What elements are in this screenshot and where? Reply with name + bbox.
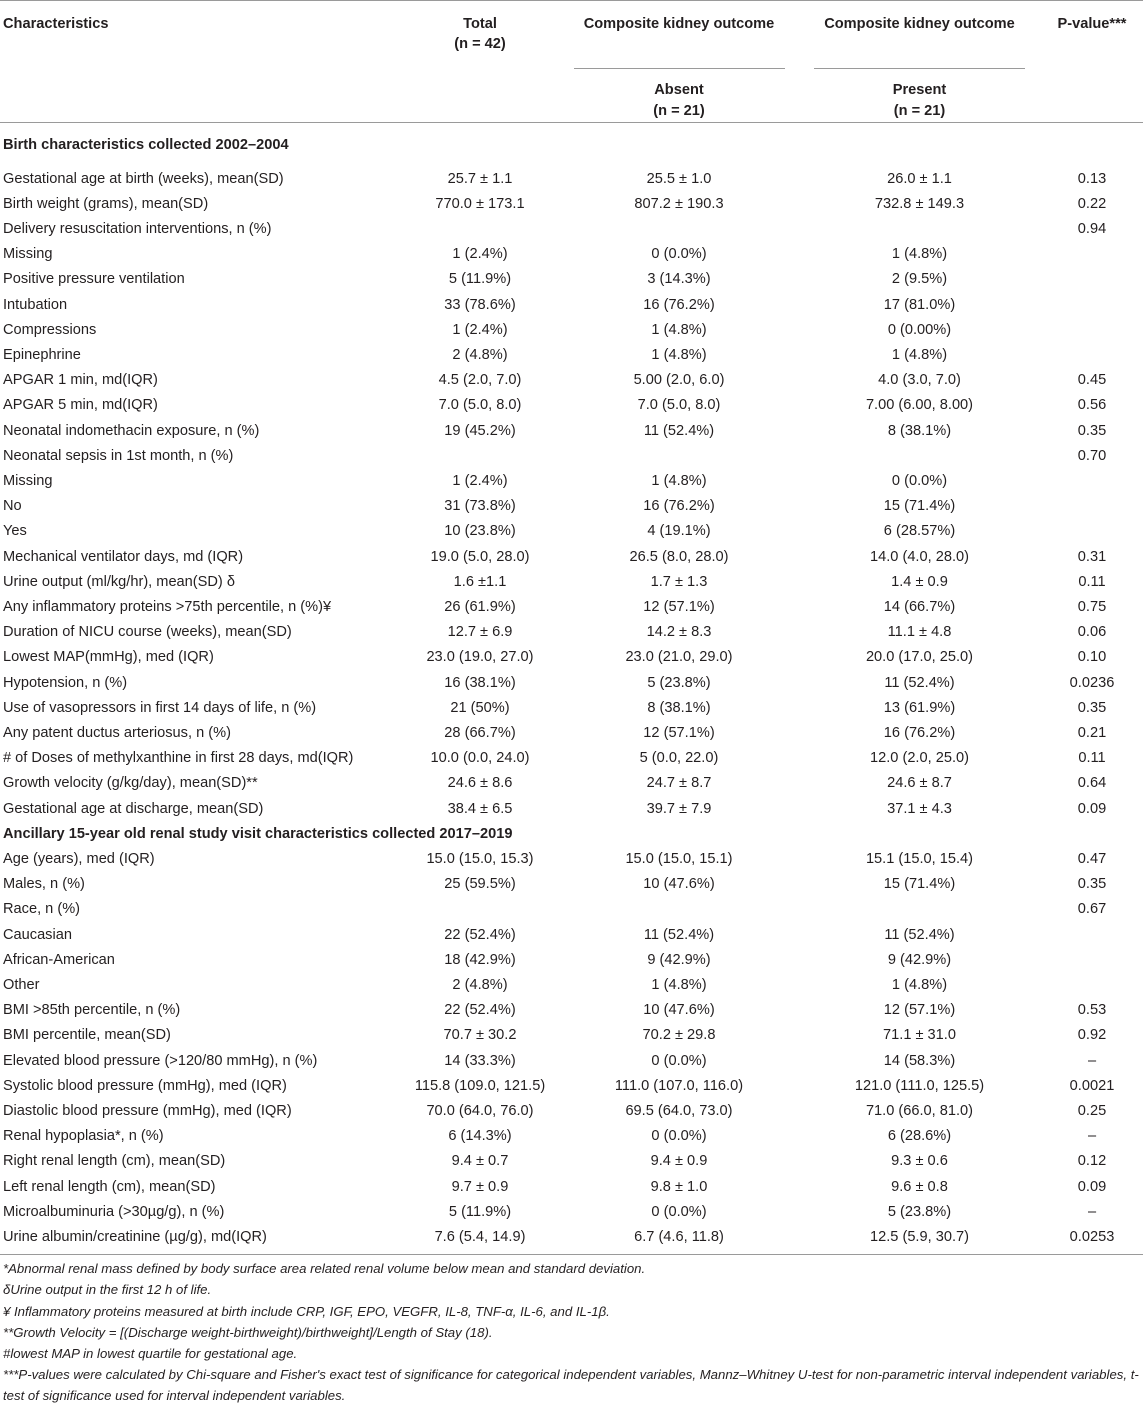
table-row [0,620,1143,645]
cell-characteristic: APGAR 1 min, md(IQR) [3,372,158,389]
table-row [0,897,1143,922]
cell-total: 23.0 (19.0, 27.0) [426,649,534,666]
cell-characteristic: Elevated blood pressure (>120/80 mmHg), n (%) [3,1052,318,1069]
table-row [0,973,1143,998]
table-row [0,948,1143,973]
cell-characteristic: Race, n (%) [3,901,81,918]
cell-characteristic: No [3,498,22,515]
header-characteristics: Characteristics [3,16,109,32]
cell-absent [560,217,798,242]
cell-absent: 1 (4.8%) [651,472,707,489]
cell-total: 33 (78.6%) [444,296,516,313]
cell-present: 11 (52.4%) [884,926,955,943]
cell-total: 1 (2.4%) [452,246,508,263]
cell-pvalue: 0.53 [1077,1002,1107,1019]
cell-total: 22 (52.4%) [444,926,516,943]
cell-absent: 111.0 (107.0, 116.0) [614,1077,744,1094]
table-row [0,771,1143,796]
cell-total: 1.6 ±1.1 [453,573,507,590]
cell-total: 21 (50%) [450,699,510,716]
header-present-label: Present [892,81,947,98]
cell-absent: 15.0 (15.0, 15.1) [625,850,733,867]
cell-pvalue [1041,318,1143,343]
table-row [0,444,1143,469]
table-row [0,847,1143,872]
table-row [0,1099,1143,1124]
cell-total: 1 (2.4%) [452,321,508,338]
cell-pvalue: 0.0253 [1041,1225,1143,1255]
header-rule [574,68,785,69]
cell-pvalue: – [1087,1128,1097,1145]
cell-present: 11.1 ± 4.8 [887,624,952,641]
table-row [0,721,1143,746]
cell-characteristic: Missing [3,472,53,489]
footnote: *Abnormal renal mass defined by body surface area related renal volume below mean and standard deviation. [3,1261,646,1277]
cell-characteristic: Renal hypoplasia*, n (%) [3,1128,164,1145]
cell-characteristic: Neonatal sepsis in 1st month, n (%) [3,447,234,464]
cell-total: 6 (14.3%) [448,1128,512,1145]
cell-pvalue: 0.35 [1077,422,1107,439]
cell-present: 9 (42.9%) [887,951,952,968]
cell-pvalue: – [1087,1203,1097,1220]
cell-present: 13 (61.9%) [883,699,956,716]
cell-total: 26 (61.9%) [444,598,516,615]
cell-absent: 12 (57.1%) [643,724,715,741]
cell-pvalue: 0.45 [1077,372,1107,389]
cell-total: 15.0 (15.0, 15.3) [426,850,534,867]
cell-total: 14 (33.3%) [444,1052,516,1069]
cell-absent: 9 (42.9%) [647,951,711,968]
cell-present: 15 (71.4%) [883,498,956,515]
cell-pvalue: 0.11 [1078,573,1106,590]
cell-characteristic: BMI percentile, mean(SD) [3,1027,171,1044]
header-row-1 [0,1,1143,58]
cell-absent: 5 (0.0, 22.0) [639,750,719,767]
cell-characteristic: Neonatal indomethacin exposure, n (%) [3,422,260,439]
cell-pvalue [1041,469,1143,494]
cell-absent: 1 (4.8%) [651,977,707,993]
cell-total: 28 (66.7%) [444,724,516,741]
cell-present: 4.0 (3.0, 7.0) [878,372,961,389]
cell-present: 20.0 (17.0, 25.0) [865,649,974,666]
cell-absent: 10 (47.6%) [643,1002,715,1019]
cell-present: 16 (76.2%) [883,724,956,741]
table-row [0,872,1143,897]
table-row [0,519,1143,544]
cell-characteristic: Delivery resuscitation interventions, n (%) [3,220,272,237]
cell-present: 14.0 (4.0, 28.0) [870,548,969,565]
cell-present: 1 (4.8%) [891,246,948,263]
cell-pvalue: 0.70 [1077,447,1107,464]
cell-total: 19.0 (5.0, 28.0) [430,548,530,565]
cell-pvalue: 0.11 [1078,750,1106,767]
cell-total: 25 (59.5%) [444,876,516,893]
table-row [0,595,1143,620]
cell-absent: 3 (14.3%) [647,271,711,288]
cell-present: 15.1 (15.0, 15.4) [865,850,974,867]
cell-present: 9.6 ± 0.8 [891,1178,948,1195]
cell-present: 8 (38.1%) [887,422,952,439]
cell-pvalue: 0.21 [1077,724,1107,741]
cell-characteristic: Gestational age at birth (weeks), mean(SD) [3,170,284,187]
table-row [0,1200,1143,1225]
table-row [0,746,1143,771]
table-row [0,469,1143,494]
table-row [0,570,1143,595]
section-title: Ancillary 15-year old renal study visit characteristics collected 2017–2019 [3,825,513,842]
cell-absent: 16 (76.2%) [643,296,715,313]
cell-absent: 69.5 (64.0, 73.0) [625,1103,733,1120]
cell-pvalue: 0.94 [1077,220,1107,237]
section-header-row [0,122,1143,167]
table-row [0,797,1143,822]
cell-total: 25.7 ± 1.1 [447,170,513,187]
cell-pvalue: 0.92 [1077,1027,1107,1044]
cell-characteristic: Age (years), med (IQR) [3,850,155,867]
cell-absent: 0 (0.0%) [651,1052,707,1069]
cell-pvalue: – [1087,1052,1097,1069]
table-row [0,494,1143,519]
table-header [0,1,1143,123]
table-row [0,545,1143,570]
footnotes [0,1255,1143,1406]
cell-pvalue [1041,293,1143,318]
cell-present: 9.3 ± 0.6 [891,1153,948,1170]
cell-total: 7.6 (5.4, 14.9) [400,1225,560,1255]
cell-present: 12.5 (5.9, 30.7) [798,1225,1041,1255]
cell-characteristic: Caucasian [3,926,72,943]
table-row [0,293,1143,318]
table-row [0,1225,1143,1255]
cell-absent: 0 (0.0%) [651,1128,707,1145]
cell-total: 9.7 ± 0.9 [451,1178,509,1195]
cell-pvalue: 0.0021 [1069,1077,1115,1094]
cell-absent [560,444,798,469]
cell-total: 70.7 ± 30.2 [443,1027,517,1044]
cell-present: 14 (58.3%) [883,1052,956,1069]
cell-pvalue: 0.13 [1077,170,1107,187]
cell-total: 5 (11.9%) [448,1203,512,1220]
cell-characteristic: Systolic blood pressure (mmHg), med (IQR) [3,1077,287,1094]
cell-pvalue [1041,343,1143,368]
cell-characteristic: Mechanical ventilator days, md (IQR) [3,548,244,565]
cell-characteristic: Left renal length (cm), mean(SD) [3,1178,216,1195]
table-row [0,318,1143,343]
cell-absent: 9.4 ± 0.9 [650,1153,708,1170]
header-absent-n: (n = 21) [653,102,705,119]
cell-characteristic: Intubation [3,296,68,313]
cell-pvalue: 0.09 [1077,800,1107,817]
cell-characteristic: Other [3,977,40,993]
cell-characteristic: Yes [3,523,27,540]
cell-total: 1 (2.4%) [452,472,508,489]
cell-present: 12.0 (2.0, 25.0) [870,750,969,767]
cell-pvalue: 0.06 [1077,624,1107,641]
table-row [0,368,1143,393]
cell-present: 6 (28.57%) [883,523,956,540]
cell-total: 115.8 (109.0, 121.5) [414,1077,546,1094]
table-row [0,671,1143,696]
cell-absent: 6.7 (4.6, 11.8) [560,1225,798,1255]
cell-pvalue [1041,973,1143,998]
header-outcome-absent-group: Composite kidney outcome [583,16,775,32]
section-header-row [0,822,1143,847]
cell-present: 1.4 ± 0.9 [891,573,948,590]
cell-total: 10.0 (0.0, 24.0) [430,750,530,767]
footnote: #lowest MAP in lowest quartile for gestational age. [3,1346,298,1362]
cell-pvalue: 0.67 [1077,901,1107,918]
cell-pvalue: 0.22 [1077,195,1107,212]
cell-absent: 24.7 ± 8.7 [646,775,712,792]
footnote: ***P-values were calculated by Chi-square and Fisher's exact test of significance for categorical independent variables, Mannz–Whitney U-test for non-parametric interval independent variables, t-test of significance used for interval independent variables. [3,1367,1139,1404]
cell-absent: 10 (47.6%) [643,876,715,893]
cell-absent: 11 (52.4%) [643,926,715,943]
cell-present: 26.0 ± 1.1 [887,170,952,187]
cell-absent: 25.5 ± 1.0 [646,170,712,187]
cell-pvalue [1041,948,1143,973]
table-row [0,217,1143,242]
cell-characteristic: African-American [3,951,115,968]
cell-present: 12 (57.1%) [883,1002,956,1019]
cell-total [400,217,560,242]
cell-characteristic: Males, n (%) [3,876,85,893]
header-absent-label: Absent [654,81,704,98]
cell-present: 2 (9.5%) [891,271,948,288]
cell-total: 4.5 (2.0, 7.0) [438,372,522,389]
cell-absent: 11 (52.4%) [643,422,715,439]
cell-characteristic: Birth weight (grams), mean(SD) [3,195,209,212]
table-row [0,167,1143,192]
table-row [0,645,1143,670]
cell-absent: 14.2 ± 8.3 [646,624,712,641]
cell-present: 7.00 (6.00, 8.00) [865,397,974,414]
header-absent [560,58,798,123]
cell-pvalue: 0.09 [1077,1178,1107,1195]
cell-total: 2 (4.8%) [452,346,508,363]
cell-pvalue [1041,494,1143,519]
cell-characteristic: Urine output (ml/kg/hr), mean(SD) δ [3,573,235,590]
cell-present: 71.1 ± 31.0 [883,1027,956,1044]
cell-pvalue: 0.12 [1077,1153,1107,1170]
cell-total: 7.0 (5.0, 8.0) [438,397,522,414]
cell-characteristic: Compressions [3,321,97,338]
cell-total: 12.7 ± 6.9 [447,624,513,641]
cell-absent [560,897,798,922]
cell-absent: 5 (23.8%) [647,674,711,691]
table-row [0,343,1143,368]
cell-present: 37.1 ± 4.3 [887,800,952,817]
cell-absent: 39.7 ± 7.9 [646,800,712,817]
table-row [0,267,1143,292]
cell-present [798,217,1041,242]
cell-total [400,444,560,469]
table-row [0,1149,1143,1174]
header-spacer [1041,58,1143,123]
header-spacer [400,58,560,123]
cell-present: 121.0 (111.0, 125.5) [854,1077,985,1094]
cell-pvalue: 0.25 [1077,1103,1107,1120]
cell-absent: 4 (19.1%) [647,523,711,540]
cell-pvalue: 0.31 [1077,548,1107,565]
cell-absent: 1 (4.8%) [651,321,707,338]
cell-absent: 9.8 ± 1.0 [650,1178,708,1195]
cell-present [798,444,1041,469]
footnote: **Growth Velocity = [(Discharge weight-birthweight)/birthweight]/Length of Stay (18). [3,1324,493,1340]
cell-characteristic: Duration of NICU course (weeks), mean(SD) [3,624,292,641]
cell-pvalue [1041,519,1143,544]
table-row [0,1023,1143,1048]
cell-present: 0 (0.00%) [887,321,952,338]
cell-total: 770.0 ± 173.1 [435,195,525,212]
cell-total: 22 (52.4%) [444,1002,516,1019]
cell-characteristic: Gestational age at discharge, mean(SD) [3,800,264,817]
cell-present: 732.8 ± 149.3 [874,195,965,212]
cell-absent: 7.0 (5.0, 8.0) [637,397,721,414]
cell-total: 24.6 ± 8.6 [447,775,513,792]
cell-absent: 0 (0.0%) [651,246,707,263]
cell-pvalue: 0.64 [1077,775,1107,792]
cell-characteristic: Diastolic blood pressure (mmHg), med (IQR) [3,1103,292,1120]
cell-pvalue: 0.35 [1077,876,1107,893]
header-total-label: Total [463,16,497,32]
cell-characteristic: Any patent ductus arteriosus, n (%) [3,724,231,741]
cell-characteristic: Epinephrine [3,346,81,363]
table-row [0,393,1143,418]
header-row-2 [0,58,1143,123]
cell-present: 1 (4.8%) [891,346,948,363]
table-row [0,242,1143,267]
cell-total: 9.4 ± 0.7 [451,1153,509,1170]
cell-characteristic: BMI >85th percentile, n (%) [3,1002,181,1019]
cell-characteristic: Any inflammatory proteins >75th percentile, n (%)¥ [3,598,332,615]
header-rule [814,68,1025,69]
cell-characteristic: Positive pressure ventilation [3,271,185,288]
cell-present: 17 (81.0%) [883,296,956,313]
cell-present: 14 (66.7%) [883,598,956,615]
cell-absent: 1 (4.8%) [651,346,707,363]
section-title: Birth characteristics collected 2002–2004 [3,136,289,153]
cell-total: 38.4 ± 6.5 [447,800,513,817]
cell-absent: 23.0 (21.0, 29.0) [625,649,733,666]
table-row [0,1175,1143,1200]
cell-total [400,897,560,922]
cell-characteristic: # of Doses of methylxanthine in first 28 days, md(IQR) [3,750,354,767]
cell-characteristic: Growth velocity (g/kg/day), mean(SD)** [3,775,258,792]
cell-present: 15 (71.4%) [883,876,956,893]
table-row [0,1049,1143,1074]
cell-pvalue: 0.0236 [1069,674,1115,691]
table-row [0,923,1143,948]
header-present-n: (n = 21) [893,102,946,119]
header-total [400,1,560,58]
header-spacer [0,58,400,123]
cell-pvalue [1041,923,1143,948]
cell-present: 5 (23.8%) [887,1203,952,1220]
cell-present: 71.0 (66.0, 81.0) [865,1103,974,1120]
cell-pvalue: 0.47 [1077,850,1107,867]
cell-characteristic: APGAR 5 min, md(IQR) [3,397,158,414]
cell-characteristic: Lowest MAP(mmHg), med (IQR) [3,649,214,666]
cell-characteristic: Missing [3,246,53,263]
cell-absent: 1.7 ± 1.3 [650,573,708,590]
cell-total: 10 (23.8%) [444,523,516,540]
cell-absent: 8 (38.1%) [647,699,711,716]
cell-present: 11 (52.4%) [884,674,955,691]
cell-absent: 5.00 (2.0, 6.0) [633,372,725,389]
cell-total: 2 (4.8%) [452,977,508,993]
cell-total: 70.0 (64.0, 76.0) [426,1103,534,1120]
cell-total: 16 (38.1%) [444,674,516,691]
cell-present: 1 (4.8%) [891,977,948,993]
table-row [0,419,1143,444]
cell-total: 18 (42.9%) [444,951,516,968]
cell-present: 24.6 ± 8.7 [887,775,952,792]
cell-present: 0 (0.0%) [891,472,948,489]
cell-present: 6 (28.6%) [887,1128,952,1145]
table-row [0,192,1143,217]
cell-pvalue: 0.75 [1077,598,1107,615]
cell-total: 31 (73.8%) [444,498,516,515]
footnote: ¥ Inflammatory proteins measured at birth include CRP, IGF, EPO, VEGFR, IL-8, TNF-α, IL-6, and IL-1β. [3,1303,610,1319]
table-row [0,1074,1143,1099]
cell-present [798,897,1041,922]
table-row [0,998,1143,1023]
cell-absent: 16 (76.2%) [643,498,715,515]
header-pvalue: P-value*** [1057,16,1127,32]
cell-absent: 807.2 ± 190.3 [634,195,724,212]
footnote: δUrine output in the first 12 h of life. [3,1282,212,1298]
cell-pvalue [1041,267,1143,292]
table-row [0,696,1143,721]
cell-total: 5 (11.9%) [448,271,512,288]
cell-pvalue: 0.56 [1077,397,1107,414]
table-body [0,122,1143,1255]
table-row [0,1124,1143,1149]
cell-pvalue [1041,242,1143,267]
cell-absent: 0 (0.0%) [651,1203,707,1220]
cell-pvalue: 0.35 [1077,699,1107,716]
header-outcome-present-group: Composite kidney outcome [824,16,1015,32]
header-present [798,58,1041,123]
cell-characteristic: Right renal length (cm), mean(SD) [3,1153,226,1170]
cell-absent: 26.5 (8.0, 28.0) [629,548,729,565]
cell-characteristic: Microalbuminuria (>30µg/g), n (%) [3,1203,225,1220]
cell-characteristic: Urine albumin/creatinine (µg/g), md(IQR) [0,1225,400,1255]
cell-pvalue: 0.10 [1077,649,1107,666]
header-total-n: (n = 42) [454,36,506,52]
cell-absent: 70.2 ± 29.8 [642,1027,716,1044]
cell-characteristic: Hypotension, n (%) [3,674,128,691]
cell-characteristic: Use of vasopressors in first 14 days of life, n (%) [3,699,317,716]
cell-total: 19 (45.2%) [444,422,516,439]
cell-absent: 12 (57.1%) [643,598,715,615]
